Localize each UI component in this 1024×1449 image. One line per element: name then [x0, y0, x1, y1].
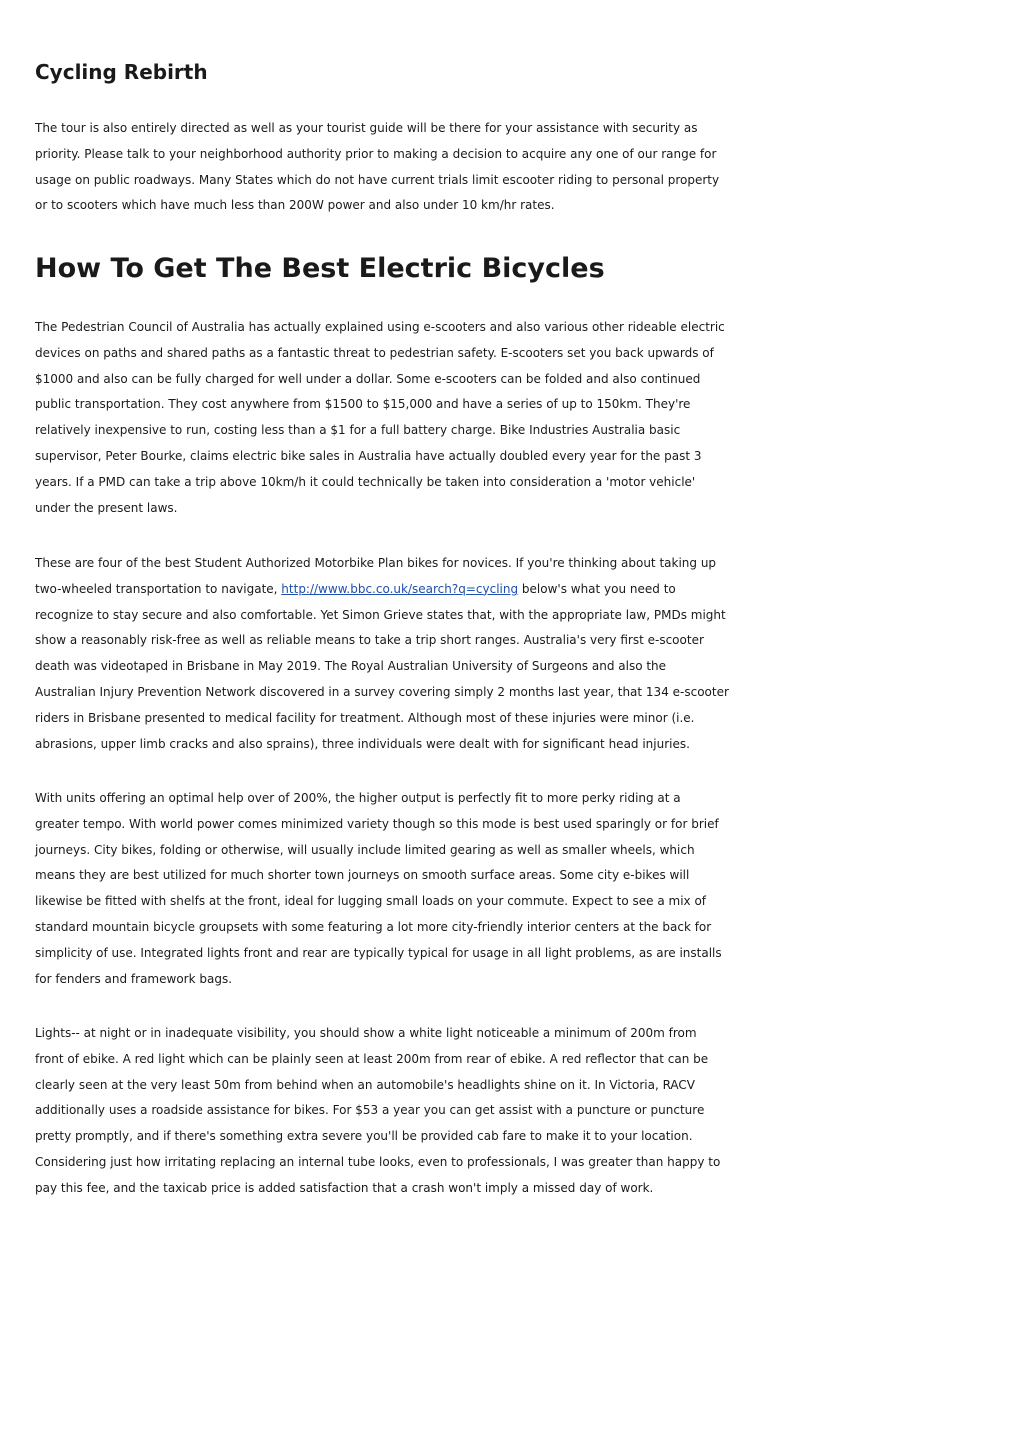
text-line: Australian Injury Prevention Network discovered in a survey covering simply 2 months last year, that 134 e-scooter — [35, 684, 729, 699]
text-line: relatively inexpensive to run, costing less than a $1 for a full battery charge. Bike Industries Australia basic — [35, 423, 681, 438]
paragraph-pedestrian-council — [35, 315, 993, 521]
text-line: usage on public roadways. Many States which do not have current trials limit escooter riding to personal property — [35, 172, 720, 187]
text-line: show a reasonably risk-free as well as reliable means to take a trip short ranges. Australia's very first e-scooter — [35, 633, 704, 648]
text-line: front of ebike. A red light which can be plainly seen at least 200m from rear of ebike. A red reflector that can be — [35, 1051, 709, 1066]
text-line: Considering just how irritating replacing an internal tube looks, even to professionals, I was greater than happy to — [35, 1154, 721, 1169]
text-line: Lights-- at night or in inadequate visibility, you should show a white light noticeable a minimum of 200m from — [35, 1026, 697, 1040]
text-line: greater tempo. With world power comes minimized variety though so this mode is best used sparingly or for brief — [35, 816, 719, 831]
text-line: riders in Brisbane presented to medical facility for treatment. Although most of these injuries were minor (i.e. — [35, 710, 695, 725]
text-line: death was videotaped in Brisbane in May 2019. The Royal Australian University of Surgeons and also the — [35, 659, 667, 674]
text-line: The tour is also entirely directed as well as your tourist guide will be there for your assistance with security as — [35, 121, 698, 135]
text-line: $1000 and also can be fully charged for well under a dollar. Some e-scooters can be folded and also continued — [35, 371, 701, 386]
text-segment: below's what you need to — [518, 581, 676, 596]
text-line: The Pedestrian Council of Australia has actually explained using e-scooters and also various other rideable electric — [35, 320, 725, 334]
text-line: journeys. City bikes, folding or otherwise, will usually include limited gearing as well as smaller wheels, which — [35, 842, 695, 857]
text-line-with-link — [35, 577, 993, 603]
text-line: likewise be fitted with shelfs at the front, ideal for lugging small loads on your commute. Expect to see a mix of — [35, 894, 707, 909]
text-line: standard mountain bicycle groupsets with some featuring a lot more city-friendly interior centers at the back for — [35, 919, 712, 934]
text-line: simplicity of use. Integrated lights front and rear are typically typical for usage in all light problems, as are installs — [35, 945, 722, 960]
section-heading-cycling-rebirth: Cycling Rebirth — [35, 60, 208, 84]
text-line: With units offering an optimal help over of 200%, the higher output is perfectly fit to more perky riding at a — [35, 791, 681, 805]
text-line: means they are best utilized for much shorter town journeys on smooth surface areas. Some city e-bikes will — [35, 868, 690, 883]
text-line: additionally uses a roadside assistance for bikes. For $53 a year you can get assist with a puncture or puncture — [35, 1103, 705, 1118]
text-line: devices on paths and shared paths as a fantastic threat to pedestrian safety. E-scooters set you back upwards of — [35, 345, 714, 360]
text-line: These are four of the best Student Authorized Motorbike Plan bikes for novices. If you're thinking about taking up — [35, 556, 717, 570]
bbc-search-link[interactable]: http://www.bbc.co.uk/search?q=cycling — [281, 581, 519, 596]
article-title: How To Get The Best Electric Bicycles — [35, 253, 605, 284]
text-line: or to scooters which have much less than 200W power and also under 10 km/hr rates. — [35, 198, 555, 213]
paragraph-lights — [35, 1021, 993, 1202]
text-line: for fenders and framework bags. — [35, 971, 233, 986]
text-line: public transportation. They cost anywhere from $1500 to $15,000 and have a series of up to 150km. They're — [35, 397, 691, 412]
text-line: years. If a PMD can take a trip above 10km/h it could technically be taken into consideration a 'motor vehicle' — [35, 474, 696, 489]
text-line: under the present laws. — [35, 500, 178, 515]
paragraph-city-bikes — [35, 786, 993, 992]
text-line: pay this fee, and the taxicab price is added satisfaction that a crash won't imply a missed day of work. — [35, 1180, 654, 1195]
text-line: supervisor, Peter Bourke, claims electric bike sales in Australia have actually doubled every year for the past 3 — [35, 448, 702, 463]
text-line: priority. Please talk to your neighborhood authority prior to making a decision to acquire any one of our range for — [35, 146, 717, 161]
text-line: clearly seen at the very least 50m from behind when an automobile's headlights shine on it. In Victoria, RACV — [35, 1077, 696, 1092]
text-line: recognize to stay secure and also comfortable. Yet Simon Grieve states that, with the appropriate law, PMDs might — [35, 607, 726, 622]
text-line: pretty promptly, and if there's something extra severe you'll be provided cab fare to make it to your location. — [35, 1129, 693, 1144]
paragraph-intro — [35, 116, 993, 219]
paragraph-motorbike-plan — [35, 551, 993, 757]
text-line: abrasions, upper limb cracks and also sprains), three individuals were dealt with for significant head injuries. — [35, 736, 690, 751]
text-segment: two-wheeled transportation to navigate, — [35, 581, 282, 596]
